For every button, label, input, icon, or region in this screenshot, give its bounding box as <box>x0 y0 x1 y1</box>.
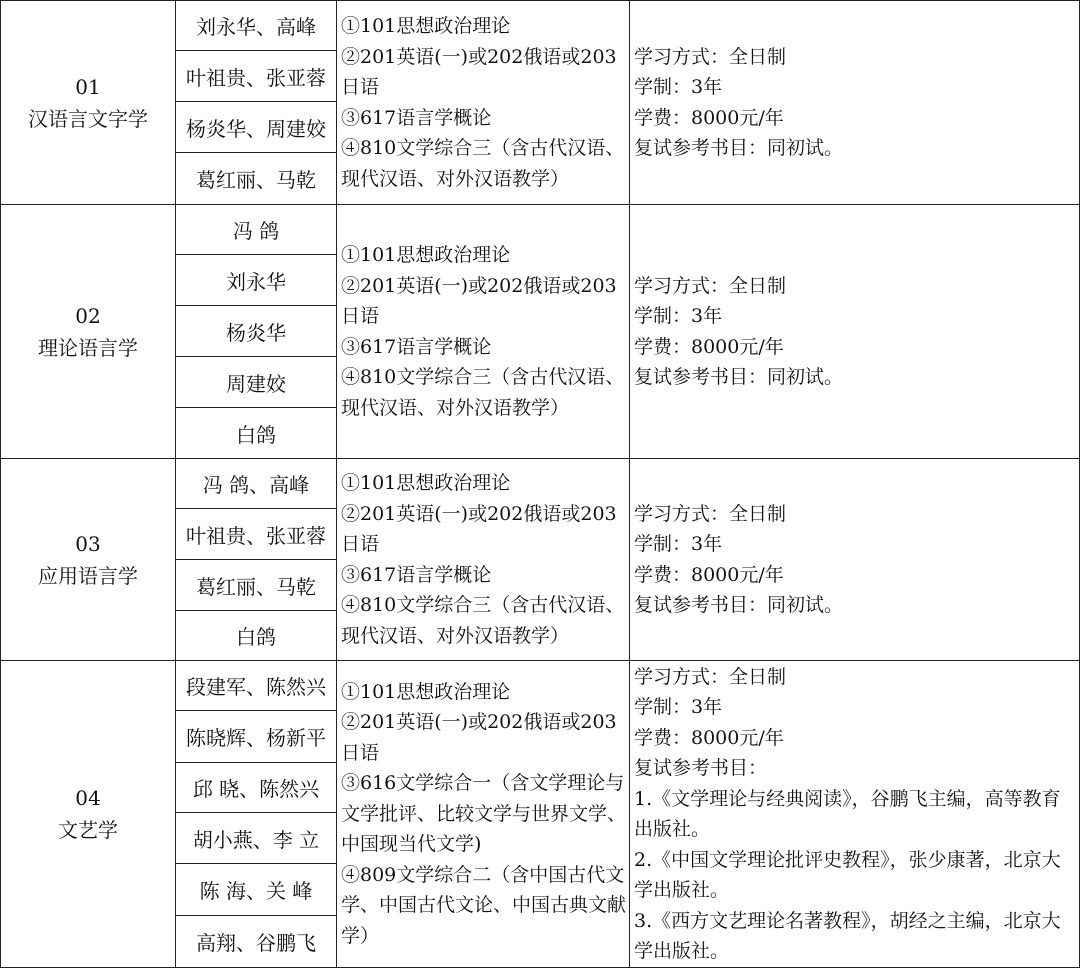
supervisor-cell: 冯 鸽、高峰 <box>176 459 337 509</box>
program-code: 03 <box>75 531 101 556</box>
exam-subjects-cell <box>337 661 630 968</box>
exam-subject: ②201英语(一)或202俄语或203日语 <box>341 45 617 98</box>
table-row <box>1 205 1080 255</box>
note-line: 复试参考书目：同初试。 <box>634 594 844 616</box>
exam-subject: ①101思想政治理论 <box>341 15 511 37</box>
exam-subject: ③617语言学概论 <box>341 335 492 358</box>
note-line: 复试参考书目： <box>634 757 768 779</box>
table-row <box>1 459 1080 509</box>
supervisor-cell: 白鸽 <box>176 611 337 661</box>
supervisor-cell: 葛红丽、马乾 <box>176 153 337 205</box>
note-line: 学习方式：全日制 <box>634 502 787 525</box>
supervisor-cell: 刘永华 <box>176 255 337 306</box>
note-line: 学制：3年 <box>634 76 723 98</box>
exam-subject: ③616文学综合一（含文学理论与文学批评、比较文学与世界文学、中国现当代文学) <box>341 772 627 856</box>
notes-cell <box>630 205 1080 459</box>
exam-subject: ④809文学综合二（含中国古代文学、中国古代文论、中国古典文献学） <box>341 863 627 947</box>
exam-subject: ②201英语(一)或202俄语或203日语 <box>341 274 617 327</box>
notes-cell <box>630 459 1080 661</box>
program-code: 01 <box>75 74 101 99</box>
note-line: 学费：8000元/年 <box>634 335 784 358</box>
exam-subjects-cell <box>337 1 630 205</box>
supervisor-cell: 叶祖贵、张亚蓉 <box>176 51 337 102</box>
exam-subject: ①101思想政治理论 <box>341 244 511 266</box>
supervisor-cell: 杨炎华 <box>176 306 337 357</box>
notes-cell <box>630 661 1080 968</box>
supervisor-cell: 陈晓辉、杨新平 <box>176 711 337 763</box>
exam-subject: ③617语言学概论 <box>341 106 492 129</box>
note-line: 学费：8000元/年 <box>634 106 784 129</box>
note-line: 学习方式：全日制 <box>634 45 787 68</box>
supervisor-cell: 周建姣 <box>176 357 337 408</box>
supervisor-cell: 邱 晓、陈然兴 <box>176 763 337 813</box>
note-line: 学制：3年 <box>634 305 723 327</box>
note-line: 3.《西方文艺理论名著教程》，胡经之主编，北京大学出版社。 <box>634 909 1061 962</box>
table-row <box>1 661 1080 711</box>
supervisor-cell: 刘永华、高峰 <box>176 1 337 51</box>
note-line: 2.《中国文学理论批评史教程》，张少康著，北京大学出版社。 <box>634 848 1061 901</box>
supervisor-cell: 段建军、陈然兴 <box>176 661 337 711</box>
exam-subjects-cell <box>337 205 630 459</box>
supervisor-cell: 杨炎华、周建姣 <box>176 102 337 153</box>
note-line: 学习方式：全日制 <box>634 665 787 688</box>
exam-subject: ④810文学综合三（含古代汉语、现代汉语、对外汉语教学） <box>341 366 625 419</box>
supervisor-cell: 胡小燕、李 立 <box>176 813 337 864</box>
note-line: 1.《文学理论与经典阅读》，谷鹏飞主编，高等教育出版社。 <box>634 787 1061 840</box>
supervisor-cell: 白鸽 <box>176 408 337 459</box>
program-code: 02 <box>75 303 101 328</box>
note-line: 复试参考书目：同初试。 <box>634 366 844 388</box>
note-line: 复试参考书目：同初试。 <box>634 137 844 159</box>
supervisor-cell: 葛红丽、马乾 <box>176 560 337 611</box>
exam-subject: ④810文学综合三（含古代汉语、现代汉语、对外汉语教学） <box>341 137 625 190</box>
exam-subject: ①101思想政治理论 <box>341 472 511 494</box>
program-name: 应用语言学 <box>38 563 138 588</box>
program-name: 汉语言文字学 <box>28 106 148 131</box>
program-name: 文艺学 <box>58 818 118 842</box>
program-cell <box>1 1 176 205</box>
program-name: 理论语言学 <box>38 335 138 360</box>
exam-subject: ①101思想政治理论 <box>341 680 511 703</box>
supervisor-cell: 冯 鸽 <box>176 205 337 255</box>
exam-subject: ②201英语(一)或202俄语或203日语 <box>341 711 617 764</box>
table-row <box>1 1 1080 51</box>
exam-subject: ④810文学综合三（含古代汉语、现代汉语、对外汉语教学） <box>341 594 625 647</box>
supervisor-cell: 高翔、谷鹏飞 <box>176 916 337 968</box>
exam-subject: ③617语言学概论 <box>341 563 492 586</box>
note-line: 学制：3年 <box>634 696 723 718</box>
program-code: 04 <box>75 786 101 810</box>
notes-cell <box>630 1 1080 205</box>
program-cell <box>1 459 176 661</box>
program-cell <box>1 661 176 968</box>
note-line: 学费：8000元/年 <box>634 563 784 586</box>
note-line: 学制：3年 <box>634 533 723 555</box>
supervisor-cell: 叶祖贵、张亚蓉 <box>176 509 337 560</box>
exam-subject: ②201英语(一)或202俄语或203日语 <box>341 502 617 555</box>
note-line: 学费：8000元/年 <box>634 726 784 749</box>
supervisor-cell: 陈 海、关 峰 <box>176 864 337 916</box>
program-cell <box>1 205 176 459</box>
note-line: 学习方式：全日制 <box>634 274 787 297</box>
exam-subjects-cell <box>337 459 630 661</box>
